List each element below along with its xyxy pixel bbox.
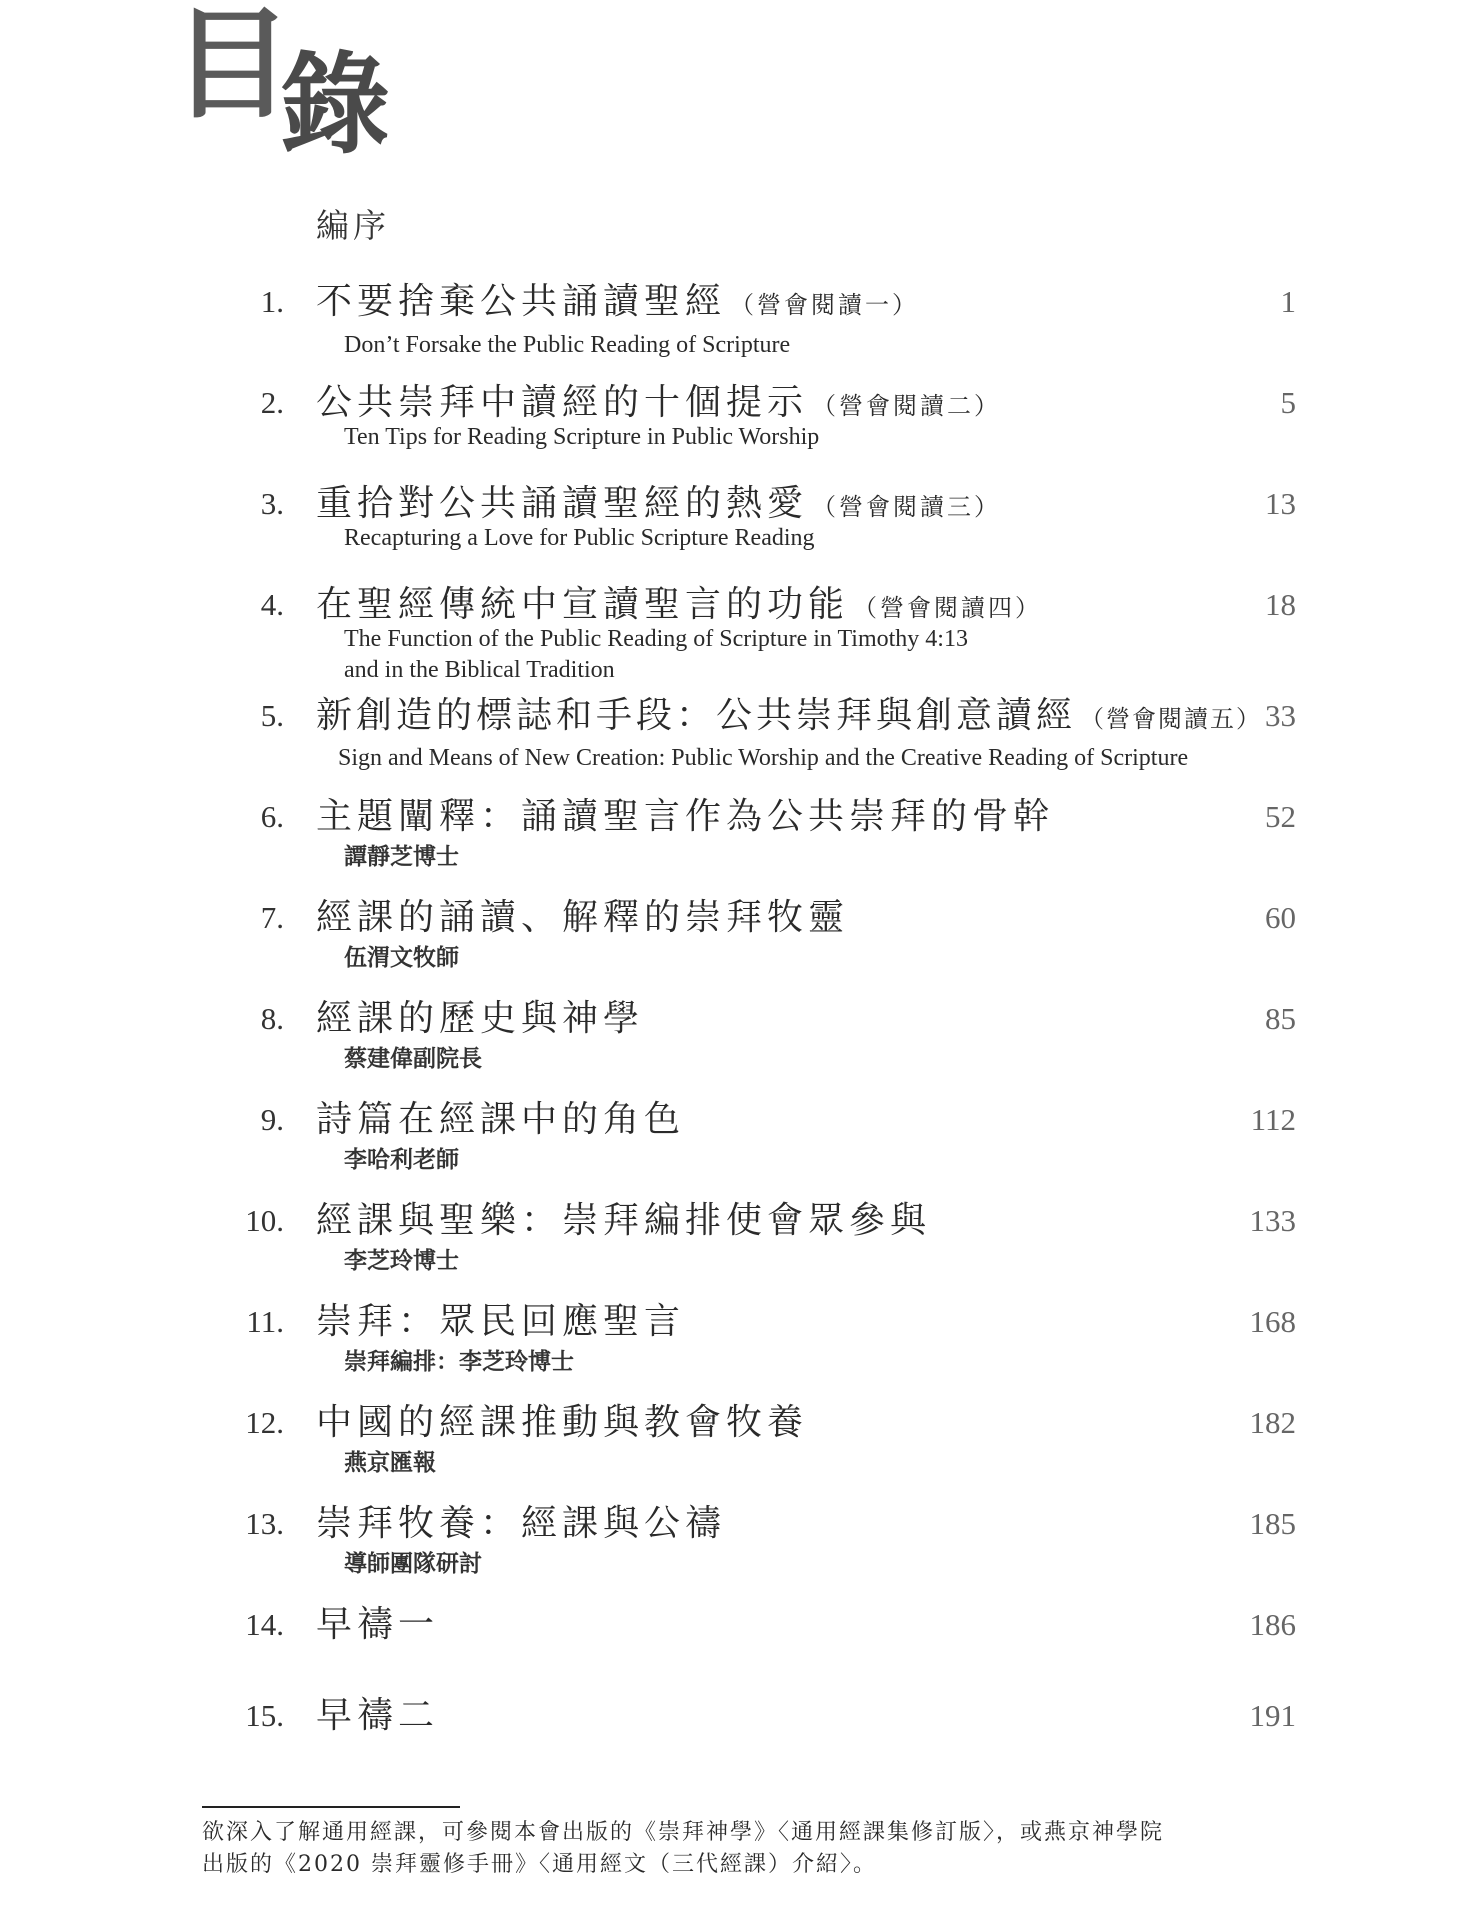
entry-page: 18 (1265, 587, 1296, 622)
entry-title: 經課與聖樂：崇拜編排使會眾參與 (316, 1200, 932, 1241)
entry-number: 6. (260, 799, 284, 834)
entry-page: 191 (1249, 1698, 1296, 1733)
entry-page: 185 (1249, 1506, 1296, 1541)
entry-english-title: Ten Tips for Reading Scripture in Public Worship (344, 424, 820, 450)
entry-number: 12. (245, 1405, 284, 1440)
entry-number: 7. (260, 900, 284, 935)
entry-source: （營會閱讀五） (1080, 705, 1263, 733)
entry-page: 60 (1265, 900, 1296, 935)
entry-title: 新創造的標誌和手段：公共崇拜與創意讀經 （營會閱讀五） (316, 695, 1263, 736)
entry-title: 公共崇拜中讀經的十個提示 （營會閱讀二） (316, 382, 1002, 423)
entry-number: 14. (245, 1607, 284, 1642)
entry-source: （營會閱讀三） (812, 493, 1002, 521)
entry-english-title: The Function of the Public Reading of Scripture in Timothy 4:13 (344, 626, 968, 652)
footnote-line-1: 欲深入了解通用經課，可參閱本會出版的《崇拜神學》〈通用經課集修訂版〉，或燕京神學院 (202, 1820, 1165, 1845)
entry-page: 168 (1249, 1304, 1296, 1339)
entry-number: 11. (246, 1304, 284, 1339)
entry-title: 中國的經課推動與教會牧養 (316, 1402, 809, 1443)
entry-number: 15. (245, 1698, 284, 1733)
entry-title: 在聖經傳統中宣讀聖言的功能 （營會閱讀四） (316, 584, 1043, 625)
entry-author: 崇拜編排：李芝玲博士 (344, 1349, 574, 1375)
preface-link[interactable]: 編序 (316, 206, 390, 245)
footnote (202, 1817, 1342, 1881)
entry-number: 10. (245, 1203, 284, 1238)
entry-number: 13. (245, 1506, 284, 1541)
entry-number: 5. (260, 698, 284, 733)
entry-number: 3. (260, 486, 284, 521)
entry-title: 主題闡釋：誦讀聖言作為公共崇拜的骨幹 (316, 796, 1055, 837)
entry-number: 1. (260, 284, 284, 319)
title-char-1: 目 (172, 0, 292, 135)
entry-title: 詩篇在經課中的角色 (316, 1099, 686, 1140)
entry-number: 9. (260, 1102, 284, 1137)
entry-page: 5 (1280, 385, 1296, 420)
entry-page: 85 (1265, 1001, 1296, 1036)
entry-author: 蔡建偉副院長 (344, 1046, 482, 1072)
entry-author: 伍渭文牧師 (344, 945, 459, 971)
entry-english-title: Don’t Forsake the Public Reading of Scripture (344, 332, 791, 358)
entry-page: 186 (1249, 1607, 1296, 1642)
entry-number: 2. (260, 385, 284, 420)
entry-title: 崇拜牧養：經課與公禱 (316, 1503, 727, 1544)
entry-page: 112 (1250, 1102, 1296, 1137)
entry-title: 崇拜：眾民回應聖言 (316, 1301, 686, 1342)
entry-author: 李哈利老師 (344, 1147, 459, 1173)
entry-page: 1 (1280, 284, 1296, 319)
entry-number: 4. (260, 587, 284, 622)
entry-title: 重拾對公共誦讀聖經的熱愛 （營會閱讀三） (316, 483, 1002, 524)
entry-title: 經課的誦讀、解釋的崇拜牧靈 (316, 897, 850, 938)
footnote-divider (202, 1806, 460, 1808)
entry-title: 經課的歷史與神學 (316, 998, 645, 1039)
entry-page: 13 (1265, 486, 1296, 521)
entry-number: 8. (260, 1001, 284, 1036)
entry-page: 52 (1265, 799, 1296, 834)
entry-english-title-cont: and in the Biblical Tradition (344, 657, 615, 683)
entry-author: 李芝玲博士 (344, 1248, 459, 1274)
entry-source: （營會閱讀四） (853, 594, 1043, 622)
entry-english-title: Sign and Means of New Creation: Public Worship and the Creative Reading of Scripture (338, 745, 1189, 771)
entry-page: 33 (1265, 698, 1296, 733)
entry-page: 182 (1249, 1405, 1296, 1440)
entry-english-title: Recapturing a Love for Public Scripture Reading (344, 525, 815, 551)
footnote-line-2: 出版的《2020 崇拜靈修手冊》〈通用經文（三代經課）介紹〉。 (202, 1852, 877, 1877)
entry-source: （營會閱讀二） (812, 392, 1002, 420)
entry-author: 譚靜芝博士 (344, 844, 459, 870)
entry-page: 133 (1249, 1203, 1296, 1238)
entry-source: （營會閱讀一） (730, 291, 920, 319)
entry-author: 導師團隊研討 (344, 1551, 482, 1577)
entry-author: 燕京匯報 (344, 1450, 436, 1476)
entry-title: 不要捨棄公共誦讀聖經 （營會閱讀一） (316, 281, 920, 322)
entry-title: 早禱一 (316, 1604, 440, 1645)
entry-title: 早禱二 (316, 1695, 440, 1736)
title-char-2: 錄 (280, 41, 390, 169)
